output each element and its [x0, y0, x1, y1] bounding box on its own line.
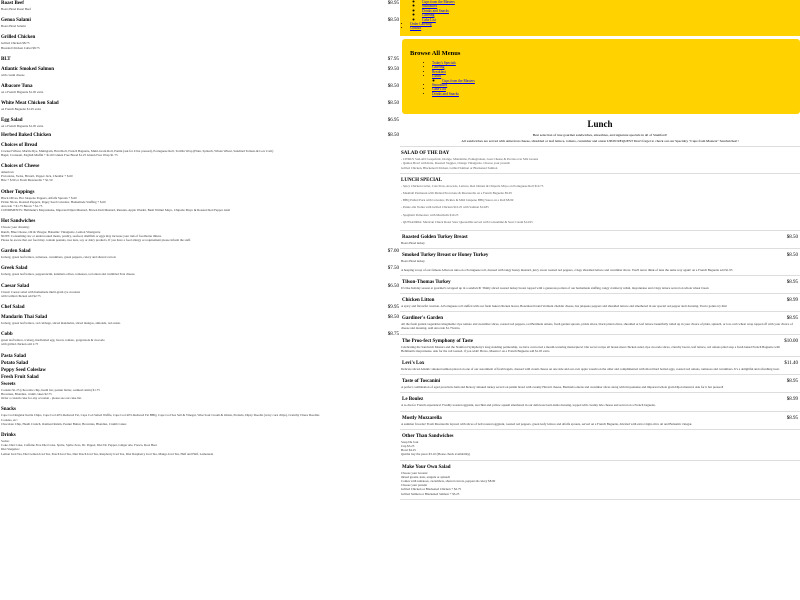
menu-item-name: Genoa Salami [1, 18, 31, 24]
menu-item-name: Other Toppings [1, 189, 35, 195]
browse-menus-title: Browse All Menus [410, 50, 461, 57]
item-description: Diet Snapples: [1, 447, 20, 452]
menu-item-name: Fresh Fruit Salad [1, 374, 39, 380]
item-description: on French Baguette $1.95 extra [1, 107, 42, 112]
item-description: Quiche bay the piece $3.10 (Please check availability) [401, 452, 471, 457]
menu-item-name: Le Boulez [402, 397, 424, 403]
menu-item-header [0, 0, 400, 7]
item-description: NOTE: Consuming raw or undercooked meats, poultry, seafood, shellfish or eggs may increase your risk of foodborne illness. [1, 233, 162, 238]
top-nav-dropdown [400, 0, 800, 36]
menu-item-header [0, 406, 400, 413]
item-description: Iceberg, green leaf lettuce, pepperoncini, kalamata olives, tomatoes, red onion and crumbled Feta cheese. [1, 272, 136, 277]
menu-item-name: Mostly Mozzarella [402, 415, 442, 421]
item-description: Choose your Greens: [401, 470, 428, 475]
menu-item-header [0, 17, 400, 24]
item-description: Classic Caesar salad with homemade multi-grain rye croutons [1, 289, 81, 294]
item-description: All the fresh garden vegetables imaginable: ripe tomato and cucumber slices, roasted red peppers, red Bermuda onions, fresh garden sprouts, pickle slices, black pitted olives, shredded or leaf lettuce beautifully rolled up in your choice of plain, spinach, or low-carb wheat wrap topped off with your choice of cheese and dressing. Add Avocado $1.75extra. [401, 322, 793, 331]
lunch-special [400, 177, 800, 227]
divider [400, 230, 800, 231]
item-description: Boars Head Salami [1, 24, 26, 29]
menu-item-name: Gardiner's Garden [402, 316, 443, 322]
item-description: Boars Head turkey [401, 259, 425, 264]
menu-item-name: Garden Salad [1, 249, 31, 255]
item-description: Boars Head Roast Beef [1, 7, 31, 11]
menu-item [400, 252, 800, 272]
divider [400, 460, 800, 461]
menu-item-price: $8.50 [387, 101, 399, 107]
menu-item-header [401, 297, 799, 304]
menu-intro-1: Best selection of true gourmet sandwiches, smoothies, and signature specials in all of Stamford! [532, 133, 668, 137]
menu-item-price: $9.95 [387, 305, 399, 311]
menu-item-header [0, 265, 400, 272]
menu-item-price: $8.50 [387, 18, 399, 24]
item-description: Ranch, Blue Cheese, Oil & Vinegar, Balsamic Vinaigrette, Lemon Vinaigrette [1, 229, 101, 234]
menu-item [400, 378, 800, 389]
item-description: Choose your protein [401, 483, 428, 488]
browse-menu-link[interactable]: Catering [432, 65, 445, 70]
item-description: Brownies, Blondies, crumb cakes $2.75 [1, 391, 52, 396]
menu-item [0, 283, 400, 298]
menu-item [0, 66, 400, 77]
menu-item-header [401, 433, 799, 440]
menu-item-name: Albacore Tuna [1, 84, 33, 90]
menu-item-name: Chicken Litton [402, 298, 435, 304]
top-nav-item[interactable] [410, 26, 800, 30]
item-description: Soup Du Jour [401, 439, 419, 444]
item-description: Provolone, Swiss, Havarti, Pepper Jack, Cheddar + $.60 [1, 174, 73, 179]
menu-intro-2: All sandwiches are served with American cheese, shredded or leaf lettuce, tomato, cucumber and onion UPON REQUEST Don't forget to check out our Specialty "Cups from Masters" Sandwiches!! [461, 138, 739, 143]
menu-item [0, 218, 400, 242]
item-description: Order a custom cake for any occasion - please see our cake list. [1, 396, 82, 401]
menu-item-name: Egg Salad [1, 118, 23, 124]
item-description: Sodas: [1, 438, 10, 443]
menu-item-price: $8.95 [786, 279, 798, 285]
menu-item-name: Mandarin Thai Salad [1, 315, 48, 321]
menu-item [400, 433, 800, 457]
menu-item-price: $8.50 [786, 253, 798, 259]
menu-item-name: Hot Sandwiches [1, 219, 36, 225]
special-line: - Meatball Parmesan with Melted Provolone & Mozzarella on a French Baguette $9.95 [401, 191, 512, 195]
menu-item-header [0, 83, 400, 90]
spacer [401, 224, 799, 227]
item-description: Grilled Chicken or Blackened Chicken + $2.75 [401, 487, 462, 492]
menu-item-name: Sweets [1, 381, 16, 387]
browse-menu-item[interactable] [432, 92, 792, 96]
item-description: American [1, 170, 14, 175]
menu-item-name: The Proo-fect Symphony of Taste [402, 338, 474, 344]
menu-item-price: $7.00 [387, 249, 399, 255]
menu-item [0, 360, 400, 367]
menu-item-header [401, 234, 799, 241]
menu-item-price: $8.99 [786, 397, 798, 403]
menu-item-name: Greek Salad [1, 266, 28, 272]
menu-item [400, 464, 800, 496]
browse-menus-box [402, 39, 800, 114]
menu-item-name: Caesar Salad [1, 283, 30, 289]
menu-item-header [0, 66, 400, 73]
item-description: Pickle Slices, Roasted Peppers, Peppy Seed Coleslaw, Homemade Stuffing + $.60 [1, 199, 106, 204]
menu-item [0, 142, 400, 157]
menu-item-name: Atlantic Smoked Salmon [1, 66, 55, 72]
menu-item [0, 265, 400, 276]
menu-item-price: $8.95 [387, 1, 399, 6]
salad-line: Grilled Chicken, Blackened Chicken, Grilled Salmon or Blackened Salmon [401, 165, 498, 170]
menu-item-name: Other Than Sandwiches [402, 433, 454, 439]
browse-menu-link[interactable]: Cake List [432, 87, 446, 92]
menu-item-header [0, 117, 400, 124]
menu-item-header [401, 279, 799, 286]
item-description: Please be aware that our food may contain peanuts, tree nuts, soy or dairy products. If you have a food allergy or requirement please inform the staff. [1, 238, 192, 243]
menu-item [400, 360, 800, 371]
browse-submenu-link[interactable]: Cups from the Masters [442, 78, 475, 83]
menu-item-name: Peppy Seed Coleslaw [1, 367, 46, 373]
item-description: Boars Head turkey [401, 241, 425, 246]
menu-item-name: Snacks [1, 407, 17, 413]
menu-item-header [0, 304, 400, 311]
item-description: on a French Baguette $1.95 extra [1, 90, 44, 95]
menu-item-price: $9.50 [387, 66, 399, 72]
divider [400, 146, 800, 147]
menu-item-header [0, 56, 400, 63]
menu-item [0, 117, 400, 128]
menu-item [0, 132, 400, 139]
top-nav-link[interactable]: Contact [410, 26, 422, 31]
menu-item-price: $11.40 [784, 361, 798, 367]
item-description: Chocolate Chip, Heath Crunch, Oatmeal Raisin, Peanut Butter, Brownies, Blondies, Crumb Cakes [1, 421, 127, 426]
menu-item-name: Make Your Own Salad [402, 464, 451, 470]
menu-item [0, 314, 400, 325]
item-description: Cookies, etc: [1, 417, 18, 422]
menu-item-header [401, 315, 799, 322]
menu-item-price: $8.50 [387, 315, 399, 321]
menu-item-price: $8.50 [786, 235, 798, 241]
menu-item-price: $8.50 [387, 84, 399, 90]
menu-item [0, 0, 400, 11]
menu-item-header [0, 100, 400, 107]
menu-item-name: Choices of Cheese [1, 164, 40, 170]
menu-item [0, 34, 400, 49]
menu-item-header [0, 353, 400, 360]
menu-item [400, 234, 800, 245]
top-nav-sublist [410, 0, 800, 22]
menu-item-price: $6.50 [387, 283, 399, 289]
menu-item-price: $7.95 [387, 56, 399, 62]
item-description: A summer favorite! Fresh Mozzarella layered with slices of bell roasted eggplant, roasted red peppers, green leafy lettuce and alfalfa sprouts, served on a French Baguette, drizzled with extra virgin olive oil and Balsamic vinegar. [401, 421, 693, 426]
item-description: Grilled Chicken $8.75 [1, 41, 30, 46]
menu-item-name: White Meat Chicken Salad [1, 101, 59, 107]
divider [400, 411, 800, 412]
item-description: Choose your dressing: [1, 225, 30, 230]
item-description: A heaping scoop of our famous Albacore tuna on a Portuguese roll, dressed with tangy honey mustard, juicy sweet roasted red peppers, crispy shredded lettuce and cucumber slices. You'll never think of tuna the same way again! on a French Baguette add $1.95 [401, 267, 733, 272]
divider [400, 374, 800, 375]
browse-menu-link[interactable]: Lunch [432, 74, 442, 79]
item-description: with cream cheese [1, 72, 25, 77]
item-description: Cup $3.25 [401, 444, 415, 449]
item-description: Cape Cod Regular Kettle Chips, Cape Cod 40% Reduced Fat, Cape Cod Salted Waffle, Cape Cod 40% Reduced Fat BBQ, Cape Cod Sea Salt & Vinegar, Wise Sour Cream & Onion, Pretzels, Dipsy Doodle (wavy corn chips), Crunchy Chees Doodles [1, 413, 320, 418]
item-description: with grilled chicken add 2.75 [1, 342, 39, 347]
divider [400, 392, 800, 393]
menu-item [400, 396, 800, 407]
menu-item-price: $7.50 [387, 266, 399, 272]
menu-item-price: $8.99 [786, 298, 798, 304]
page-title: Lunch [587, 119, 613, 129]
menu-item-header [401, 464, 799, 471]
divider [400, 334, 800, 335]
top-nav-link[interactable]: Cups from the Masters [422, 0, 455, 4]
menu-item-header [0, 374, 400, 381]
menu-item [0, 83, 400, 94]
lunch-special-title: LUNCH SPECIAL [401, 177, 442, 183]
menu-item-name: Levi's Lox [402, 361, 425, 367]
right-column [400, 0, 800, 600]
menu-item-header [401, 378, 799, 385]
menu-item-name: Pasta Salad [1, 353, 26, 359]
menu-item-header [401, 252, 799, 259]
menu-item-name: Tilson-Thomas Turkey [402, 279, 451, 285]
menu-item-header [0, 34, 400, 41]
menu-item-name: Drinks [1, 432, 16, 438]
menu-item-header [0, 248, 400, 255]
divider [400, 293, 800, 294]
menu-item [0, 304, 400, 311]
salad-of-the-day-title: SALAD OF THE DAY [401, 151, 450, 157]
menu-item-name: BLT [1, 56, 11, 62]
menu-item-header [0, 367, 400, 374]
menu-item-header [0, 163, 400, 170]
item-description: mixed greens, kale, arugula or spinach [401, 474, 451, 479]
top-nav-link[interactable]: Catering [422, 13, 435, 18]
menu-item [0, 163, 400, 183]
menu-item [0, 17, 400, 28]
item-description: A to-die-for French experience! Freshly toasted eggplant, zucchini and yellow squash smothered in our delicious basil-dadia dressing, topped with creamy brie cheese and served on a French baguette. [401, 403, 656, 408]
special-line: - Penne alla Vodka with Grilled Chicken $10.25 with Salmon $14.85 [401, 205, 489, 210]
top-nav-link[interactable]: Smoothies [422, 4, 438, 9]
special-line: - BBQ Pulled Pork with Coleslaw, Pickles & Mild Jalapeno BBQ Sauce on a Roll $8.99 [401, 198, 514, 203]
salad-line: - Quinoa Bowl with Kale, Roasted Veggies, Orange Vinaigrette. Choose your protein: [401, 161, 511, 166]
menu-item [0, 406, 400, 426]
menu-item [0, 374, 400, 381]
menu-item [400, 279, 800, 290]
menu-item-header [401, 360, 799, 367]
menu-item-header [0, 381, 400, 388]
menu-item [400, 297, 800, 308]
divider [400, 311, 800, 312]
menu-item-header [0, 360, 400, 367]
menu-item-header [0, 218, 400, 225]
browse-menu-item[interactable] [432, 74, 792, 83]
item-description: A perfect combination of aged prosciutto ham and hickory smoked turkey served on panini bread with creamy Havarti cheese, Bermuda onions and cucumber slices along with mayonnaise and imported whole grain Dijon mustard. Ask for it hot pressed! [401, 385, 724, 390]
special-line: - Spaghetti Pomodoro with Meatballs $10.25 [401, 212, 459, 217]
divider [400, 173, 800, 174]
menu-item [400, 415, 800, 426]
menu-item-header [0, 189, 400, 196]
menu-item-price: $10.00 [784, 338, 798, 344]
special-line: - QUESADRIA: Mexican Chuck Roast Stew Quesadilla served with Consommé & Sour Cream $14.95 [401, 219, 533, 224]
top-nav-link[interactable]: Drinks and Snacks [422, 8, 449, 13]
menu-item-name: Cobb [1, 332, 13, 338]
menu-item-name: Choices of Bread [1, 142, 38, 148]
menu-item-name: Roasted Golden Turkey Breast [402, 235, 468, 241]
item-description: Brie + $.90 or Fresh Mozzarella + $1.50 [1, 178, 53, 183]
item-description: Iceberg, green leaf lettuce, tomatoes, cucumbers, green peppers, celery and shaved carrots [1, 255, 116, 260]
browse-menu-link[interactable]: Today's Specials [432, 61, 456, 65]
item-description: CONDIMENTS: Hellmann's Mayonnaise, Imported Dijon Mustard, Brown Deli Mustard, Russian, Apple Wasabi, Basil Walnut Mayo, Chipotle Mayo & Roasted Red Pepper Aioli [1, 208, 231, 213]
item-description: Bowl $4.25 [401, 448, 416, 453]
menu-item-price: $6.95 [387, 118, 399, 124]
menu-item-price: $8.95 [786, 316, 798, 322]
item-description: on a French Baguette $1.95 extra [1, 124, 44, 129]
menu-item-name: Taste of Toscanini [402, 379, 441, 385]
item-description: Celebrating the Sandwich Masters and the Stamford Symphony's long standing partnership, we have concocted a mouth-watering masterpiece! Our secret recipe all breast-meat chicken salad, ripe avocado slices, crunchy bacon, leaf lettuce, red onions piled atop a fresh baked French Baguette with Hellmann's mayonnaise. Ask for the roll toasted, if you wish! Bravo, Maestro! on a French Baguette add $1.95 extra [401, 344, 780, 353]
item-description: Delicate sliced Atlantic smoked salmon placed on one of our assortment of fresh bagels, dressed with cream cheese on one side and our own apple wasabi on the other and complimented with sliced hard boiled eggs, roasted red onions, tomatoes and cucumbers. It's a delightful and refreshing treat. [401, 367, 780, 372]
menu-item [400, 338, 800, 353]
browse-menu-link[interactable]: Breakfast [432, 69, 446, 74]
item-description: Lemon Iced Tea, Diet Lemon Iced Tea, Peach Iced Tea, Diet Peach Iced Tea, Raspberry Iced Tea, Diet Raspberry Iced Tea, Mango Iced Tea, Half and Half, Lemonade [1, 451, 214, 456]
menu-item [0, 248, 400, 259]
menu-item [0, 189, 400, 213]
item-description: Iceberg, green leaf lettuce, red cabbage, sliced mandarins, sliced mangos, almonds, red onion. [1, 321, 121, 326]
menu-item-header [401, 338, 799, 345]
menu-item [0, 331, 400, 346]
salad-of-the-day [400, 150, 800, 170]
menu-item-name: Herbed Baked Chicken [1, 132, 52, 138]
item-description: A spicy and flavorful creation. A Portuguese roll stuffed with our fresh baked chicken breast, Boarshead brand Vermont cheddar cheese, hot jalapeno peppers and shredded lettuce and smothered in our special red pepper aioli dressing. You're gonna try this! [401, 304, 728, 309]
salad-line: - CITRUS SALAD: Grapefruit, Orange, Mandarins, Pomegranate, Goat Cheese & Pecans over Mix Greens [401, 157, 539, 162]
menu-item-price: $8.95 [786, 415, 798, 421]
menu-item-header [0, 331, 400, 338]
item-description: Bagel, Croissant, English Muffin + $1.00 Gluten Free Bread $1.25 Gluten Free Wrap $1.75 [1, 152, 118, 157]
menu-item-name: Chef Salad [1, 305, 25, 311]
menu-item-header [401, 415, 799, 422]
menu-item-name: Smoked Turkey Breast or Honey Turkey [402, 253, 489, 259]
browse-menu-link[interactable]: Drinks and Snacks [432, 91, 459, 96]
divider [400, 429, 800, 430]
divider [400, 356, 800, 357]
top-nav-link[interactable]: Order Catering [410, 22, 432, 27]
menu-item [0, 367, 400, 374]
divider [400, 275, 800, 276]
item-description: Black Olives, Hot Jalapeno Peppers, Alfalfa Sprouts + $.60 [1, 195, 77, 200]
menu-item [400, 315, 800, 330]
item-description: Cracked Wheat, Marble Rye, Multigrain, Hard Roll, French Baguette, Multi-Grain Roll, Panini (ask for it hot pressed), Portuguese Roll, Tortilla Wrap (Plain, Spinach, Whole Wheat, Sundried Tomato & Low Carb) [1, 148, 274, 153]
divider [400, 248, 800, 249]
menu-item-name: Grilled Chicken [1, 35, 36, 41]
item-description: Comes with tomatoes, cucumbers, shaved carrots, peppers & celery $8.00 [401, 479, 496, 484]
menu-item [0, 353, 400, 360]
menu-item [0, 100, 400, 111]
item-description: It's like holiday season at gourmet's wrapped up in a sandwich! Thinly sliced roasted turkey breast topped with a generous portion of our homemade stuffing, tangy cranberry relish, mayonnaise and crispy lettuce served on whole wheat bread. [401, 285, 710, 290]
top-nav-list [410, 22, 800, 31]
menu-item-header [0, 432, 400, 439]
item-description: Breaded Chicken Cutlet $8.75 [1, 45, 40, 50]
menu-item [0, 56, 400, 63]
divider [400, 499, 800, 500]
browse-menu-link[interactable]: Smoothies [432, 83, 448, 88]
special-line: - Spicy Chicken Cutlet, Cole Slaw, Avocado, Lettuce, Red Onions & Chipotle Mayo on Portuguese Roll $10.75 [401, 183, 544, 188]
menu-item [0, 432, 400, 456]
item-description: Coke, Diet Coke, Caffeine Free Diet Coke, Sprite, Sprite Zero, Dr. Pepper, Diet Dr. Pepper, Ginger Ale, Fresca, Root Beer [1, 443, 158, 448]
menu-item-price: $8.50 [387, 132, 399, 138]
menu-item-header [401, 396, 799, 403]
item-description: Cookies $1.25 (chocolate chip, heath bar, peanut butter, oatmeal raisin) $1.75 [1, 387, 100, 392]
item-description: Avocado + $1.75 Bacon + $1.75 [1, 204, 43, 209]
menu-item-price: $8.75 [387, 332, 399, 338]
menu-item-price: $8.95 [786, 379, 798, 385]
browse-menus-list [410, 61, 792, 96]
menu-item [0, 381, 400, 401]
item-description: green leaf lettuce, iceberg, hardboiled egg, bacon, tomato, gorgonzola & avocado [1, 338, 105, 343]
menu-item-header [0, 283, 400, 290]
item-description: Grilled Salmon or Blackened Salmon + $5.25 [401, 491, 460, 496]
top-nav-link[interactable]: Cake List [422, 17, 436, 22]
menu-item-name: Roast Beef [1, 1, 24, 6]
menu-item-header [0, 132, 400, 139]
menu-item-header [0, 314, 400, 321]
menu-item-name: Potato Salad [1, 360, 29, 366]
menu-item-header [0, 142, 400, 149]
item-description: with Grilled chicken add $2.75 [1, 293, 41, 298]
